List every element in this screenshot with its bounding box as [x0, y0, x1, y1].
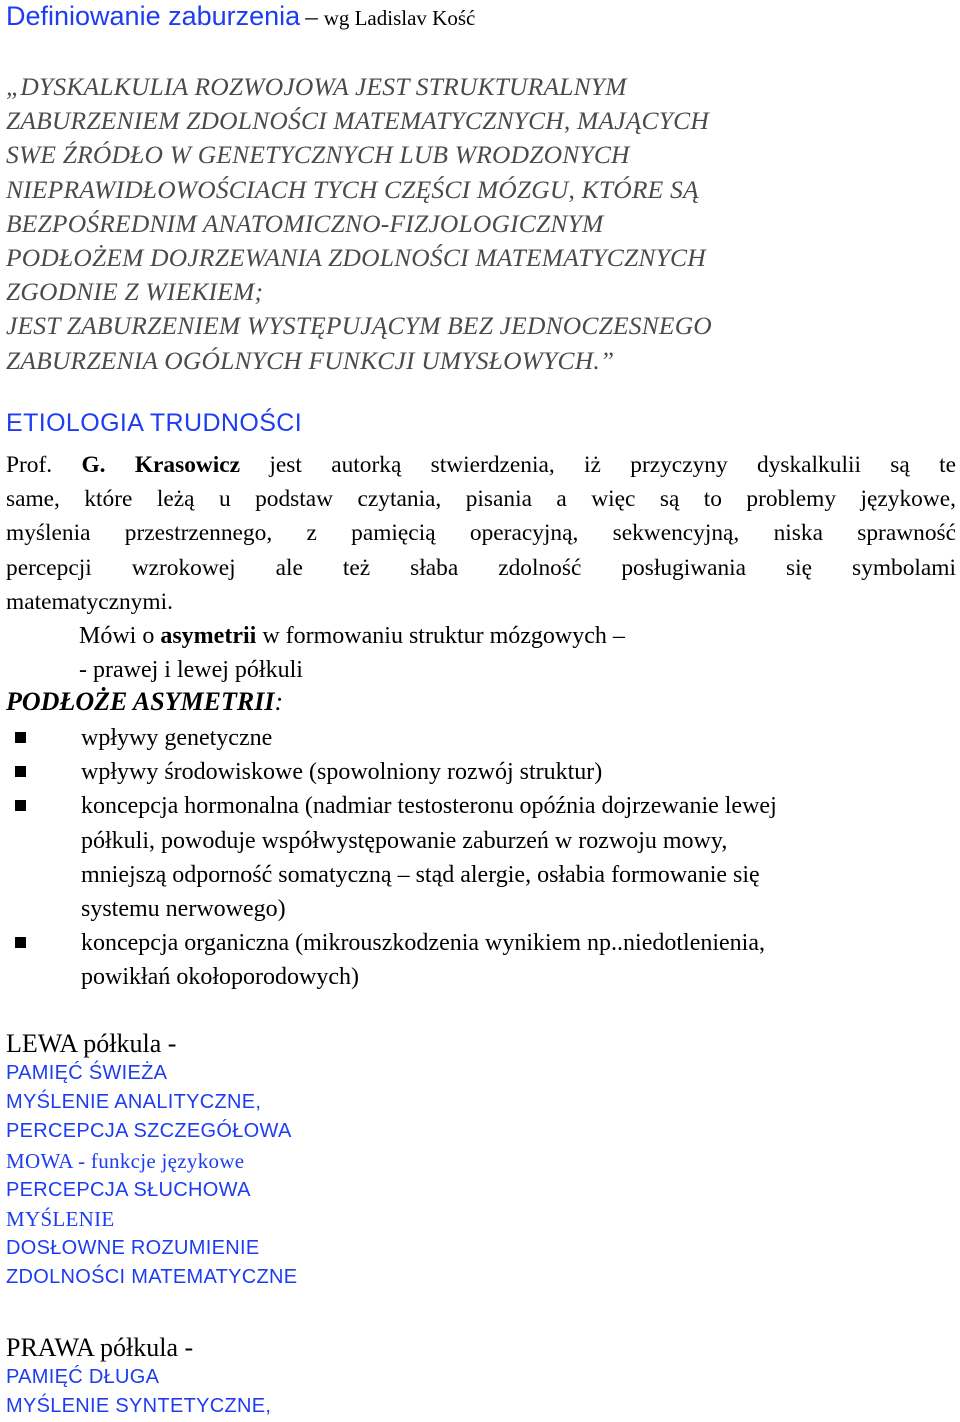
quote-line: JEST ZABURZENIEM WYSTĘPUJĄCYM BEZ JEDNOCZESNEGO — [6, 311, 712, 341]
heading-colon: : — [274, 687, 284, 716]
asymmetry-line — [6, 619, 956, 653]
hemisphere-item: MOWA - funkcje językowe — [6, 1148, 245, 1173]
hemisphere-item: PERCEPCJA SŁUCHOWA — [6, 1178, 251, 1201]
paragraph-text: jest autorką stwierdzenia, iż przyczyny dyskalkulii są te — [269, 452, 956, 478]
page-title — [6, 1, 475, 32]
right-hemisphere-section — [6, 1333, 956, 1421]
asymmetry-line: - prawej i lewej półkuli — [79, 657, 303, 683]
list-item — [6, 789, 956, 926]
right-hemisphere-title: PRAWA półkula - — [6, 1333, 194, 1362]
quote-line: ZGODNIE Z WIEKIEM; — [6, 277, 264, 307]
hemisphere-item: MYŚLENIE — [6, 1207, 115, 1232]
quote-line: SWE ŹRÓDŁO W GENETYCZNYCH LUB WRODZONYCH — [6, 140, 630, 170]
paragraph-line: matematycznymi. — [6, 588, 173, 615]
list-item-line: mniejszą odporność somatyczną – stąd alergie, osłabia formowanie się — [81, 861, 760, 888]
hemisphere-item: MYŚLENIE ANALITYCZNE, — [6, 1091, 262, 1114]
list-item-line: półkuli, powoduje współwystępowanie zaburzeń w rozwoju mowy, — [81, 827, 728, 854]
square-bullet-icon — [15, 732, 26, 743]
heading-text: PODŁOŻE ASYMETRII — [6, 687, 275, 716]
author-name: G. Krasowicz — [81, 452, 241, 478]
etiology-heading: ETIOLOGIA TRUDNOŚCI — [6, 409, 303, 437]
asymmetry-term: asymetrii — [160, 623, 257, 649]
definition-quote — [6, 70, 956, 378]
left-hemisphere-section — [6, 1029, 956, 1293]
quote-line: PODŁOŻEM DOJRZEWANIA ZDOLNOŚCI MATEMATYCZNYCH — [6, 243, 706, 273]
asymmetry-text: Mówi o — [79, 623, 155, 649]
hemisphere-item: PAMIĘĆ ŚWIEŻA — [6, 1062, 168, 1084]
paragraph-line: myślenia przestrzennego, z pamięcią operacyjną, sekwencyjną, niska sprawność — [6, 520, 956, 547]
paragraph-line: same, które leżą u podstaw czytania, pisania a więc są to problemy językowe, — [6, 486, 956, 513]
asymmetry-basis-heading — [6, 687, 283, 717]
left-hemisphere-title: LEWA półkula - — [6, 1029, 177, 1058]
list-item — [6, 721, 956, 755]
krasowicz-paragraph — [6, 448, 956, 619]
asymmetry-text: w formowaniu struktur mózgowych – — [262, 623, 625, 649]
hemisphere-item: DOSŁOWNE ROZUMIENIE — [6, 1237, 260, 1260]
hemisphere-item: PERCEPCJA SZCZEGÓŁOWA — [6, 1120, 292, 1143]
paragraph-prefix: Prof. — [6, 452, 53, 478]
quote-line: NIEPRAWIDŁOWOŚCIACH TYCH CZĘŚCI MÓZGU, KTÓRE SĄ — [6, 174, 699, 204]
asymmetry-note — [6, 619, 956, 687]
title-author: wg Ladislav Kość — [323, 6, 476, 30]
title-main: Definiowanie zaburzenia — [6, 1, 301, 31]
list-item-line: powikłań okołoporodowych) — [81, 964, 359, 991]
list-item-line: koncepcja hormonalna (nadmiar testosteronu opóźnia dojrzewanie lewej — [81, 793, 777, 820]
hemisphere-item: PAMIĘĆ DŁUGA — [6, 1366, 160, 1388]
quote-line: ZABURZENIEM ZDOLNOŚCI MATEMATYCZNYCH, MAJĄCYCH — [6, 106, 709, 136]
title-dash: – — [305, 4, 318, 31]
square-bullet-icon — [15, 766, 26, 777]
quote-line: BEZPOŚREDNIM ANATOMICZNO-FIZJOLOGICZNYM — [6, 208, 604, 238]
hemisphere-item: MYŚLENIE SYNTETYCZNE, — [6, 1395, 272, 1418]
hemisphere-item: ZDOLNOŚCI MATEMATYCZNE — [6, 1266, 298, 1289]
paragraph-line — [6, 448, 956, 482]
quote-line: ZABURZENIA OGÓLNYCH FUNKCJI UMYSŁOWYCH.” — [6, 345, 615, 375]
quote-line: „DYSKALKULIA ROZWOJOWA JEST STRUKTURALNYM — [6, 72, 627, 101]
square-bullet-icon — [15, 937, 26, 948]
list-item-line: wpływy środowiskowe (spowolniony rozwój struktur) — [81, 759, 603, 786]
list-item-line: systemu nerwowego) — [81, 896, 286, 923]
list-item-line: wpływy genetyczne — [81, 725, 273, 751]
square-bullet-icon — [15, 800, 26, 811]
list-item — [6, 755, 956, 789]
list-item-line: koncepcja organiczna (mikrouszkodzenia wynikiem np..niedotlenienia, — [81, 930, 765, 957]
list-item — [6, 926, 956, 994]
asymmetry-basis-list — [6, 721, 956, 995]
paragraph-line: percepcji wzrokowej ale też słaba zdolność posługiwania się symbolami — [6, 554, 956, 581]
